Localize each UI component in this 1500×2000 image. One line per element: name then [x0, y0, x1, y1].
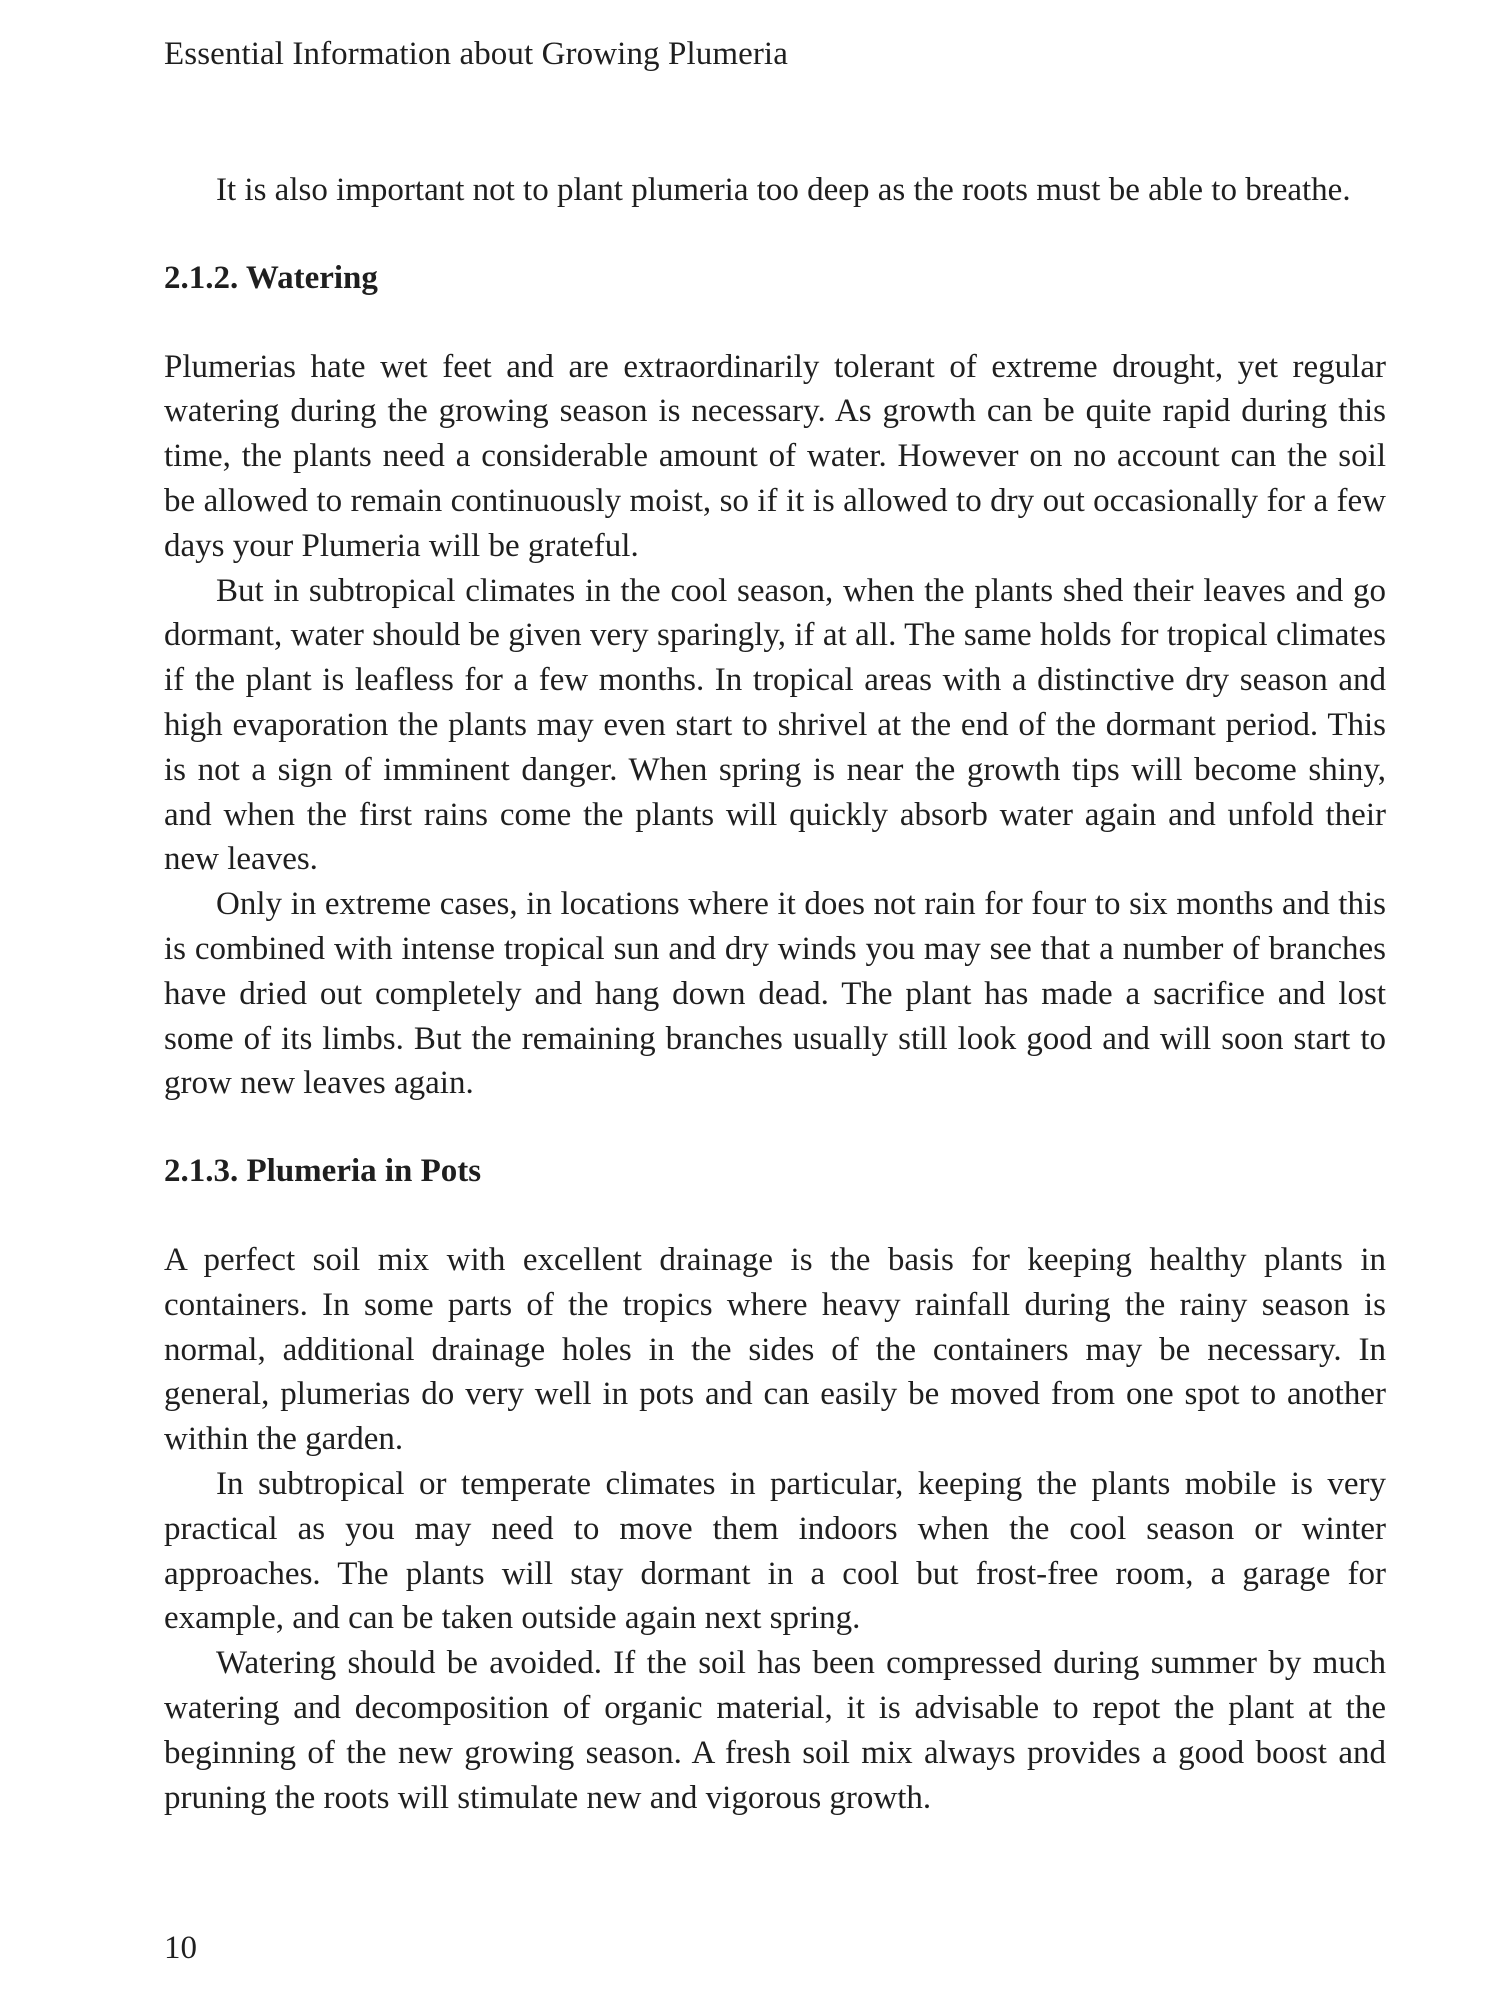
- section-heading-watering: 2.1.2. Watering: [164, 259, 378, 296]
- paragraph: Plumerias hate wet feet and are extraordinarily tolerant of extreme drought, yet regular watering during the growing season is necessary. As growth can be quite rapid during this time, the plants need a considerable amount of water. However on no account can the soil be allowed to remain continuously moist, so if it is allowed to dry out occasionally for a few days your Plumeria will be grateful.: [164, 348, 1386, 564]
- intro-paragraph: It is also important not to plant plumeria too deep as the roots must be able to breathe.: [216, 172, 1351, 208]
- paragraph: But in subtropical climates in the cool season, when the plants shed their leaves and go dormant, water should be given very sparingly, if at all. The same holds for tropical climates if the plant is leafless for a few months. In tropical areas with a distinctive dry season and high evaporation the plants may even start to shrivel at the end of the dormant period. This is not a sign of imminent danger. When spring is near the growth tips will become shiny, and when the first rains come the plants will quickly absorb water again and unfold their new leaves.: [164, 572, 1386, 878]
- spacer: [164, 213, 1386, 256]
- spacer: [164, 1106, 1386, 1149]
- paragraph: A perfect soil mix with excellent drainage is the basis for keeping healthy plants in containers. In some parts of the tropics where heavy rainfall during the rainy season is normal, additional drainage holes in the sides of the containers may be necessary. In general, plumerias do very well in pots and can easily be moved from one spot to another within the garden.: [164, 1241, 1386, 1458]
- spacer: [164, 301, 1386, 345]
- page-body: [164, 168, 1386, 1820]
- section-heading-plumeria-in-pots: 2.1.3. Plumeria in Pots: [164, 1153, 482, 1190]
- paragraph: Only in extreme cases, in locations where it does not rain for four to six months and this is combined with intense tropical sun and dry winds you may see that a number of branches have dried out completely and hang down dead. The plant has made a sacrifice and lost some of its limbs. But the remaining branches usually still look good and will soon start to grow new leaves again.: [164, 886, 1386, 1102]
- paragraph: Watering should be avoided. If the soil has been compressed during summer by much watering and decomposition of organic material, it is advisable to repot the plant at the beginning of the new growing season. A fresh soil mix always provides a good boost and pruning the roots will stimulate new and vigorous growth.: [164, 1645, 1386, 1816]
- page-number: 10: [164, 1930, 197, 1966]
- spacer: [164, 1194, 1386, 1238]
- paragraph: In subtropical or temperate climates in particular, keeping the plants mobile is very practical as you may need to move them indoors when the cool season or winter approaches. The plants will stay dormant in a cool but frost-free room, a garage for example, and can be taken outside again next spring.: [164, 1465, 1386, 1637]
- running-header: Essential Information about Growing Plumeria: [164, 36, 788, 72]
